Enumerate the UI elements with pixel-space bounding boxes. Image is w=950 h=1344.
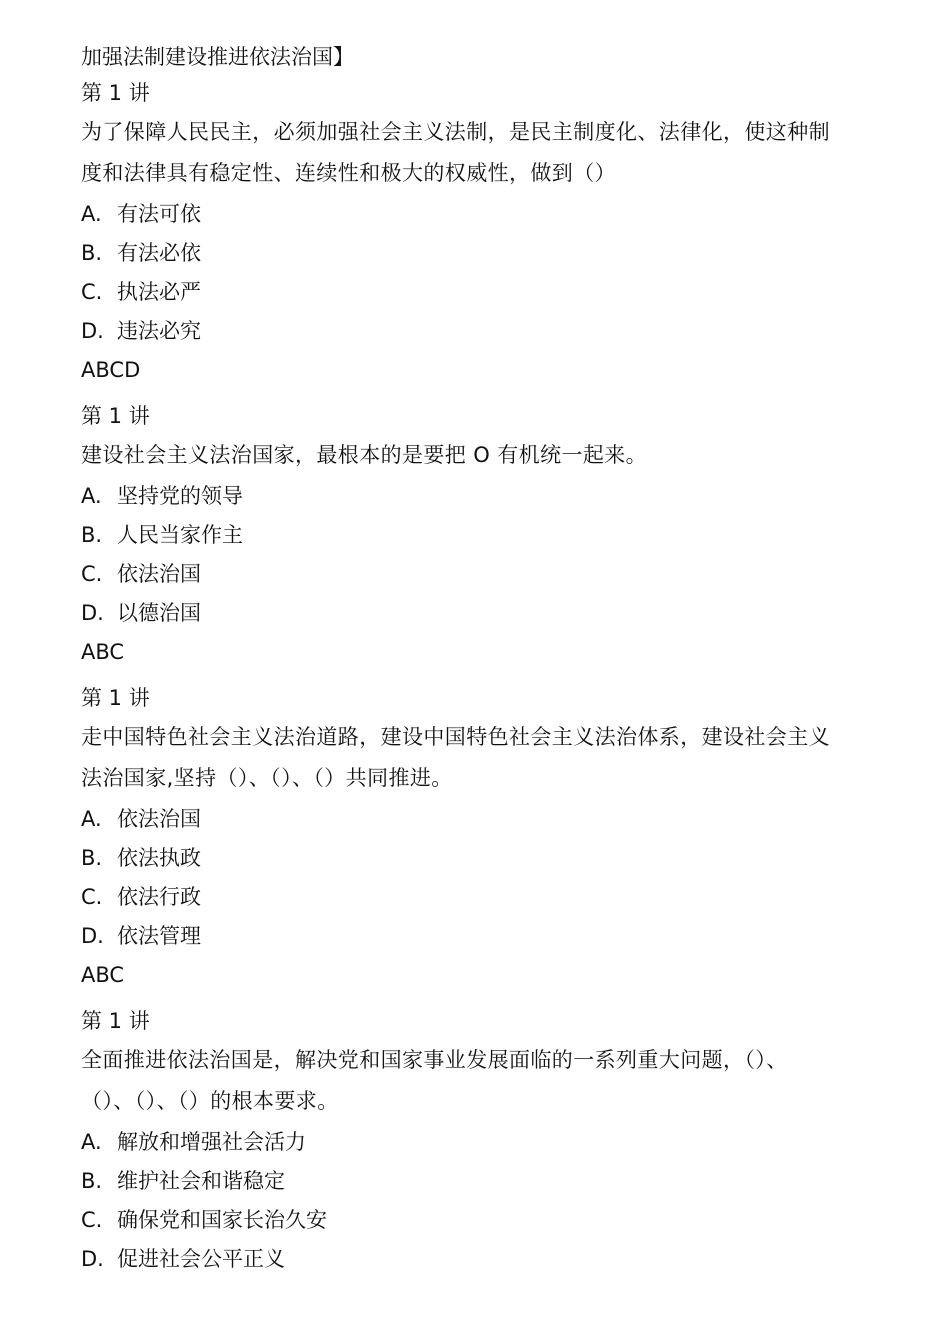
answer-option: [81, 1123, 871, 1162]
answer-option: [81, 1162, 871, 1201]
option-text: 维护社会和谐稳定: [117, 1169, 285, 1193]
question-block: [81, 74, 871, 390]
answer-option: [81, 594, 871, 633]
answer-option: [81, 839, 871, 878]
question-text-line: （）、（）、（）的根本要求。: [81, 1089, 339, 1113]
option-letter: A.: [81, 202, 102, 226]
question-text-line: 法治国家,坚持（）、（）、（）共同推进。: [81, 766, 453, 790]
answer-option: [81, 234, 871, 273]
option-text: 依法执政: [117, 846, 201, 870]
lecture-label: 第 1 讲: [81, 1009, 150, 1033]
option-letter: C.: [81, 562, 103, 586]
option-text: 依法管理: [117, 924, 201, 948]
option-letter: B.: [81, 846, 103, 870]
document-page: [81, 40, 871, 1279]
option-letter: D.: [81, 319, 104, 343]
option-text: 促进社会公平正义: [117, 1247, 285, 1271]
option-text: 以德治国: [117, 601, 201, 625]
answer-option: [81, 516, 871, 555]
answer-option: [81, 555, 871, 594]
answer-option: [81, 312, 871, 351]
option-letter: C.: [81, 885, 103, 909]
question-text-line: 全面推进依法治国是，解决党和国家事业发展面临的一系列重大问题，（）、: [81, 1048, 788, 1072]
question-text-line: 建设社会主义法治国家，最根本的是要把 O 有机统一起来。: [81, 443, 648, 467]
lecture-label: 第 1 讲: [81, 81, 150, 105]
answer-option: [81, 1201, 871, 1240]
option-text: 坚持党的领导: [117, 484, 243, 508]
lecture-label: 第 1 讲: [81, 686, 150, 710]
option-letter: A.: [81, 484, 102, 508]
option-letter: C.: [81, 1208, 103, 1232]
answer-key: ABCD: [81, 358, 141, 382]
answer-key: ABC: [81, 963, 125, 987]
option-letter: D.: [81, 601, 104, 625]
option-letter: A.: [81, 807, 102, 831]
question-block: [81, 1002, 871, 1279]
option-letter: B.: [81, 523, 103, 547]
answer-option: [81, 477, 871, 516]
option-text: 有法可依: [117, 202, 201, 226]
answer-option: [81, 273, 871, 312]
option-text: 执法必严: [117, 280, 201, 304]
option-text: 依法行政: [117, 885, 201, 909]
answer-option: [81, 917, 871, 956]
option-text: 依法治国: [117, 562, 201, 586]
option-letter: C.: [81, 280, 103, 304]
option-text: 依法治国: [117, 807, 201, 831]
option-text: 违法必究: [117, 319, 201, 343]
option-text: 解放和增强社会活力: [117, 1130, 306, 1154]
option-text: 人民当家作主: [117, 523, 243, 547]
question-block: [81, 397, 871, 672]
question-text-line: 度和法律具有稳定性、连续性和极大的权威性，做到（）: [81, 161, 616, 185]
option-letter: D.: [81, 924, 104, 948]
answer-key: ABC: [81, 640, 125, 664]
question-text-line: 走中国特色社会主义法治道路，建设中国特色社会主义法治体系，建设社会主义: [81, 725, 830, 749]
option-letter: D.: [81, 1247, 104, 1271]
answer-option: [81, 800, 871, 839]
answer-option: [81, 1240, 871, 1279]
option-text: 确保党和国家长治久安: [117, 1208, 327, 1232]
option-letter: B.: [81, 241, 103, 265]
answer-option: [81, 878, 871, 917]
question-block: [81, 679, 871, 995]
option-letter: B.: [81, 1169, 103, 1193]
lecture-label: 第 1 讲: [81, 404, 150, 428]
answer-option: [81, 195, 871, 234]
document-title: 加强法制建设推进依法治国】: [81, 45, 354, 69]
question-list: [81, 74, 871, 1279]
option-text: 有法必依: [117, 241, 201, 265]
option-letter: A.: [81, 1130, 102, 1154]
question-text-line: 为了保障人民民主，必须加强社会主义法制，是民主制度化、法律化，使这种制: [81, 120, 830, 144]
